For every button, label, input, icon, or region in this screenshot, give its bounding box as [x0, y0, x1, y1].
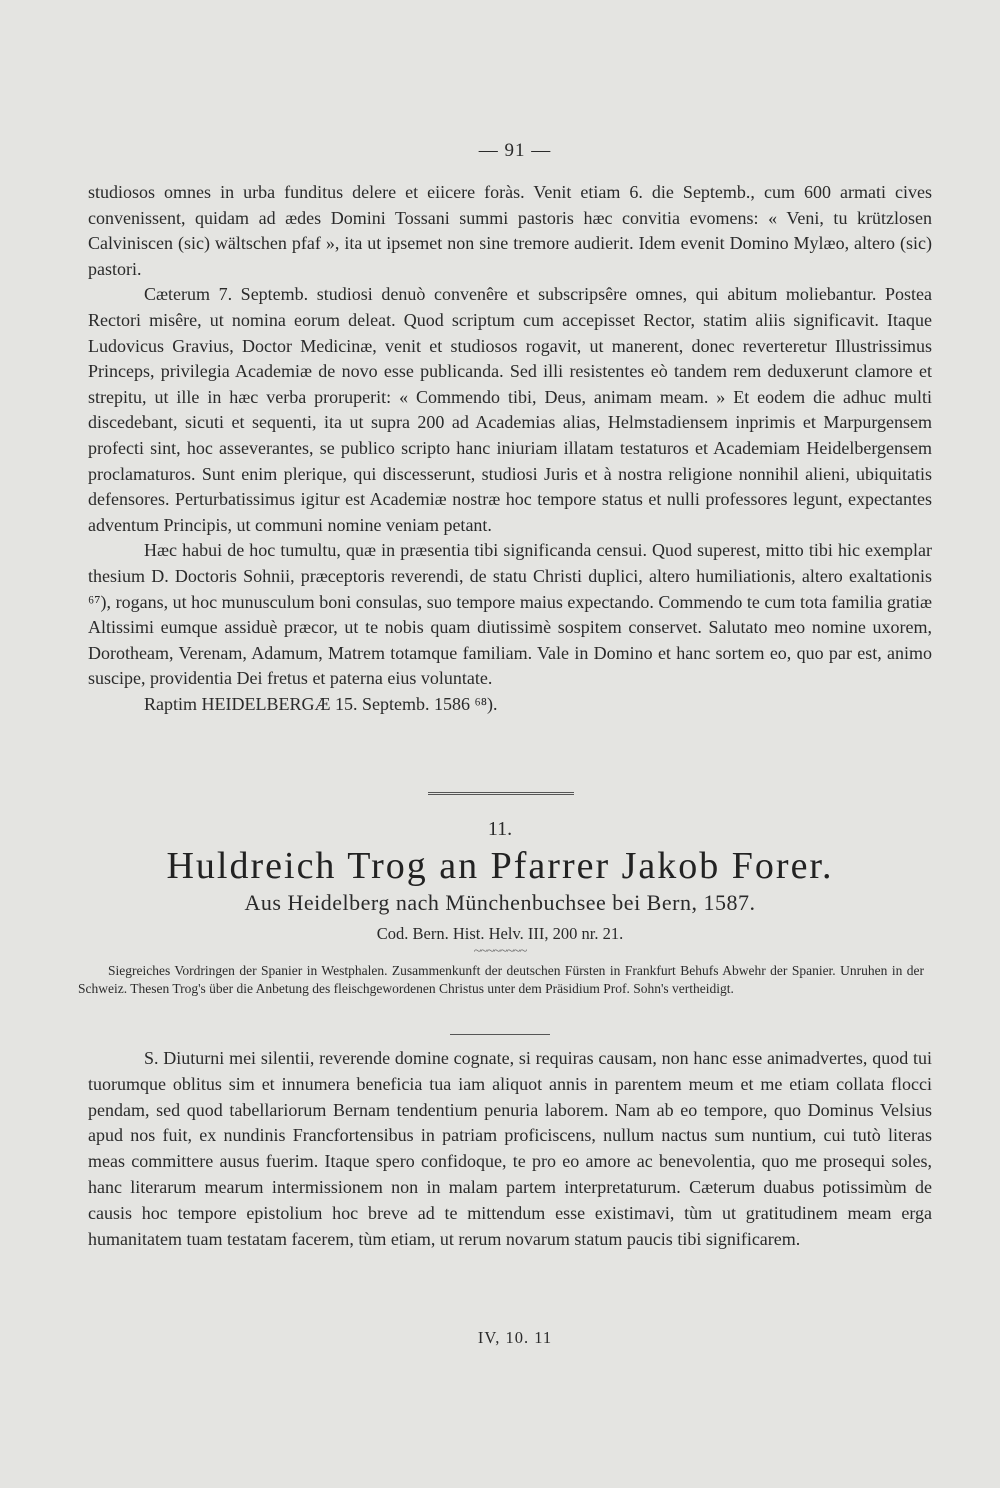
paragraph: studiosos omnes in urba funditus delere et eiicere foràs. Venit etiam 6. die Septemb., cum 600 armati cives convenissent, quidam ad ædes Domini Tossani summi pastoris hæc convitia evomens: « Veni, tu krützlosen Calviniscen (sic) wältschen pfaf », ita ut ipsemet non sine tremore audierit. Idem evenit Domino Mylæo, altero (sic) pastori. — [88, 182, 932, 279]
section-divider — [428, 792, 574, 795]
letter-number: 11. — [487, 818, 513, 840]
paragraph-dateline: Raptim HEIDELBERGÆ 15. Septemb. 1586 ⁶⁸). — [144, 693, 498, 714]
letter-summary: Siegreiches Vordringen der Spanier in Westphalen. Zusammenkunft der deutschen Fürsten in Frankfurt Behufs Abwehr der Spanier. Unruhen in der Schweiz. Thesen Trog's über die Anbetung des fleischgewordenen Christus unter dem Präsidium Prof. Sohn's vertheidigt. — [78, 963, 924, 996]
letter-origin: Aus Heidelberg nach Münchenbuchsee bei Bern, 1587. — [244, 890, 756, 915]
summary-divider — [450, 1034, 550, 1035]
page-number: — 91 — — [478, 140, 552, 161]
manuscript-source: Cod. Bern. Hist. Helv. III, 200 nr. 21. — [376, 924, 624, 943]
ornament-divider: ~~~~~~~~ — [473, 944, 527, 959]
paragraph: Cæterum 7. Septemb. studiosi denuò convenêre et subscripsêre omnes, qui abitum moliebantur. Postea Rectori misêre, ut nomina eorum deleat. Quod scriptum cum accepisset Rector, statim aliis significavit. Itaque Ludovicus Gravius, Doctor Medicinæ, venit et studiosos rogavit, ut manerent, donec reverteretur Illustrissimus Princeps, privilegia Academiæ de novo esse publicanda. Sed illi resistentes eò tandem rem deduxerunt clamore et strepitu, ut ille in hæc verba proruperit: « Commendo tibi, Deus, animam meam. » Et eodem die adhuc multi discedebant, sicuti et sequenti, ita ut supra 200 ad Academias alias, Helmstadiensem inprimis et Marpurgensem profecti sint, hoc asseverantes, se publico scripto hanc iniuriam illatam testaturos et Academiam Heidelbergensem proclamaturos. Sunt enim plerique, qui discesserunt, studiosi Juris et à nostra religione nonnihil alieni, ubiquitatis defensores. Perturbatissimus igitur est Academiæ nostræ hoc tempore status et nulli professores legunt, expectantes adventum Principis, ut communi nomine veniam petant. — [88, 284, 932, 535]
new-letter-text — [88, 1046, 932, 1252]
paragraph: Hæc habui de hoc tumultu, quæ in præsentia tibi significanda censui. Quod superest, mitto tibi hic exemplar thesium D. Doctoris Sohnii, præceptoris reverendi, de statu Christi duplici, altero humiliationis, altero exaltationis ⁶⁷), rogans, ut hoc munusculum boni consulas, suo tempore maius expectando. Commendo te cum tota familia gratiæ Altissimi eumque assiduè præcor, ut te nobis quam diutissimè sospitem conservet. Salutato meo nomine uxorem, Dorotheam, Verenam, Adamum, Matrem totamque familiam. Vale in Domino et hanc sortem eo, quo par est, animo suscipe, providentia Dei fretus et paterna eius voluntate. — [88, 540, 932, 689]
paragraph: S. Diuturni mei silentii, reverende domine cognate, si requiras causam, non hanc esse animadvertes, quod tui tuorumque oblitus sim et innumera beneficia tua iam aliquot annis in parentem meum et me etiam collata flocci pendam, sed quod tabellariorum Bernam tendentium penuria laborem. Nam ab eo tempore, quo Dominus Velsius apud nos fuit, ex nundinis Francfortensibus in patriam proficiscens, nullum nactus sum nuntium, cui tutò literas meas committere ausus fuerim. Itaque spero confidoque, te pro eo amore ac benevolentia, quo me prosequi soles, hanc literarum mearum intermissionem non in malam partem interpretaturum. Cæterum duabus potissimùm de causis hoc tempore epistolium hoc breve ad te mittendum esse existimavi, tùm ut gratitudinem meam erga humanitatem tuam testatam facerem, tùm etiam, ut rerum novarum statum paucis tibi significarem. — [88, 1048, 932, 1249]
printer-signature: IV, 10. 11 — [477, 1328, 553, 1347]
previous-letter-text — [88, 180, 932, 717]
letter-title: Huldreich Trog an Pfarrer Jakob Forer. — [166, 845, 834, 887]
